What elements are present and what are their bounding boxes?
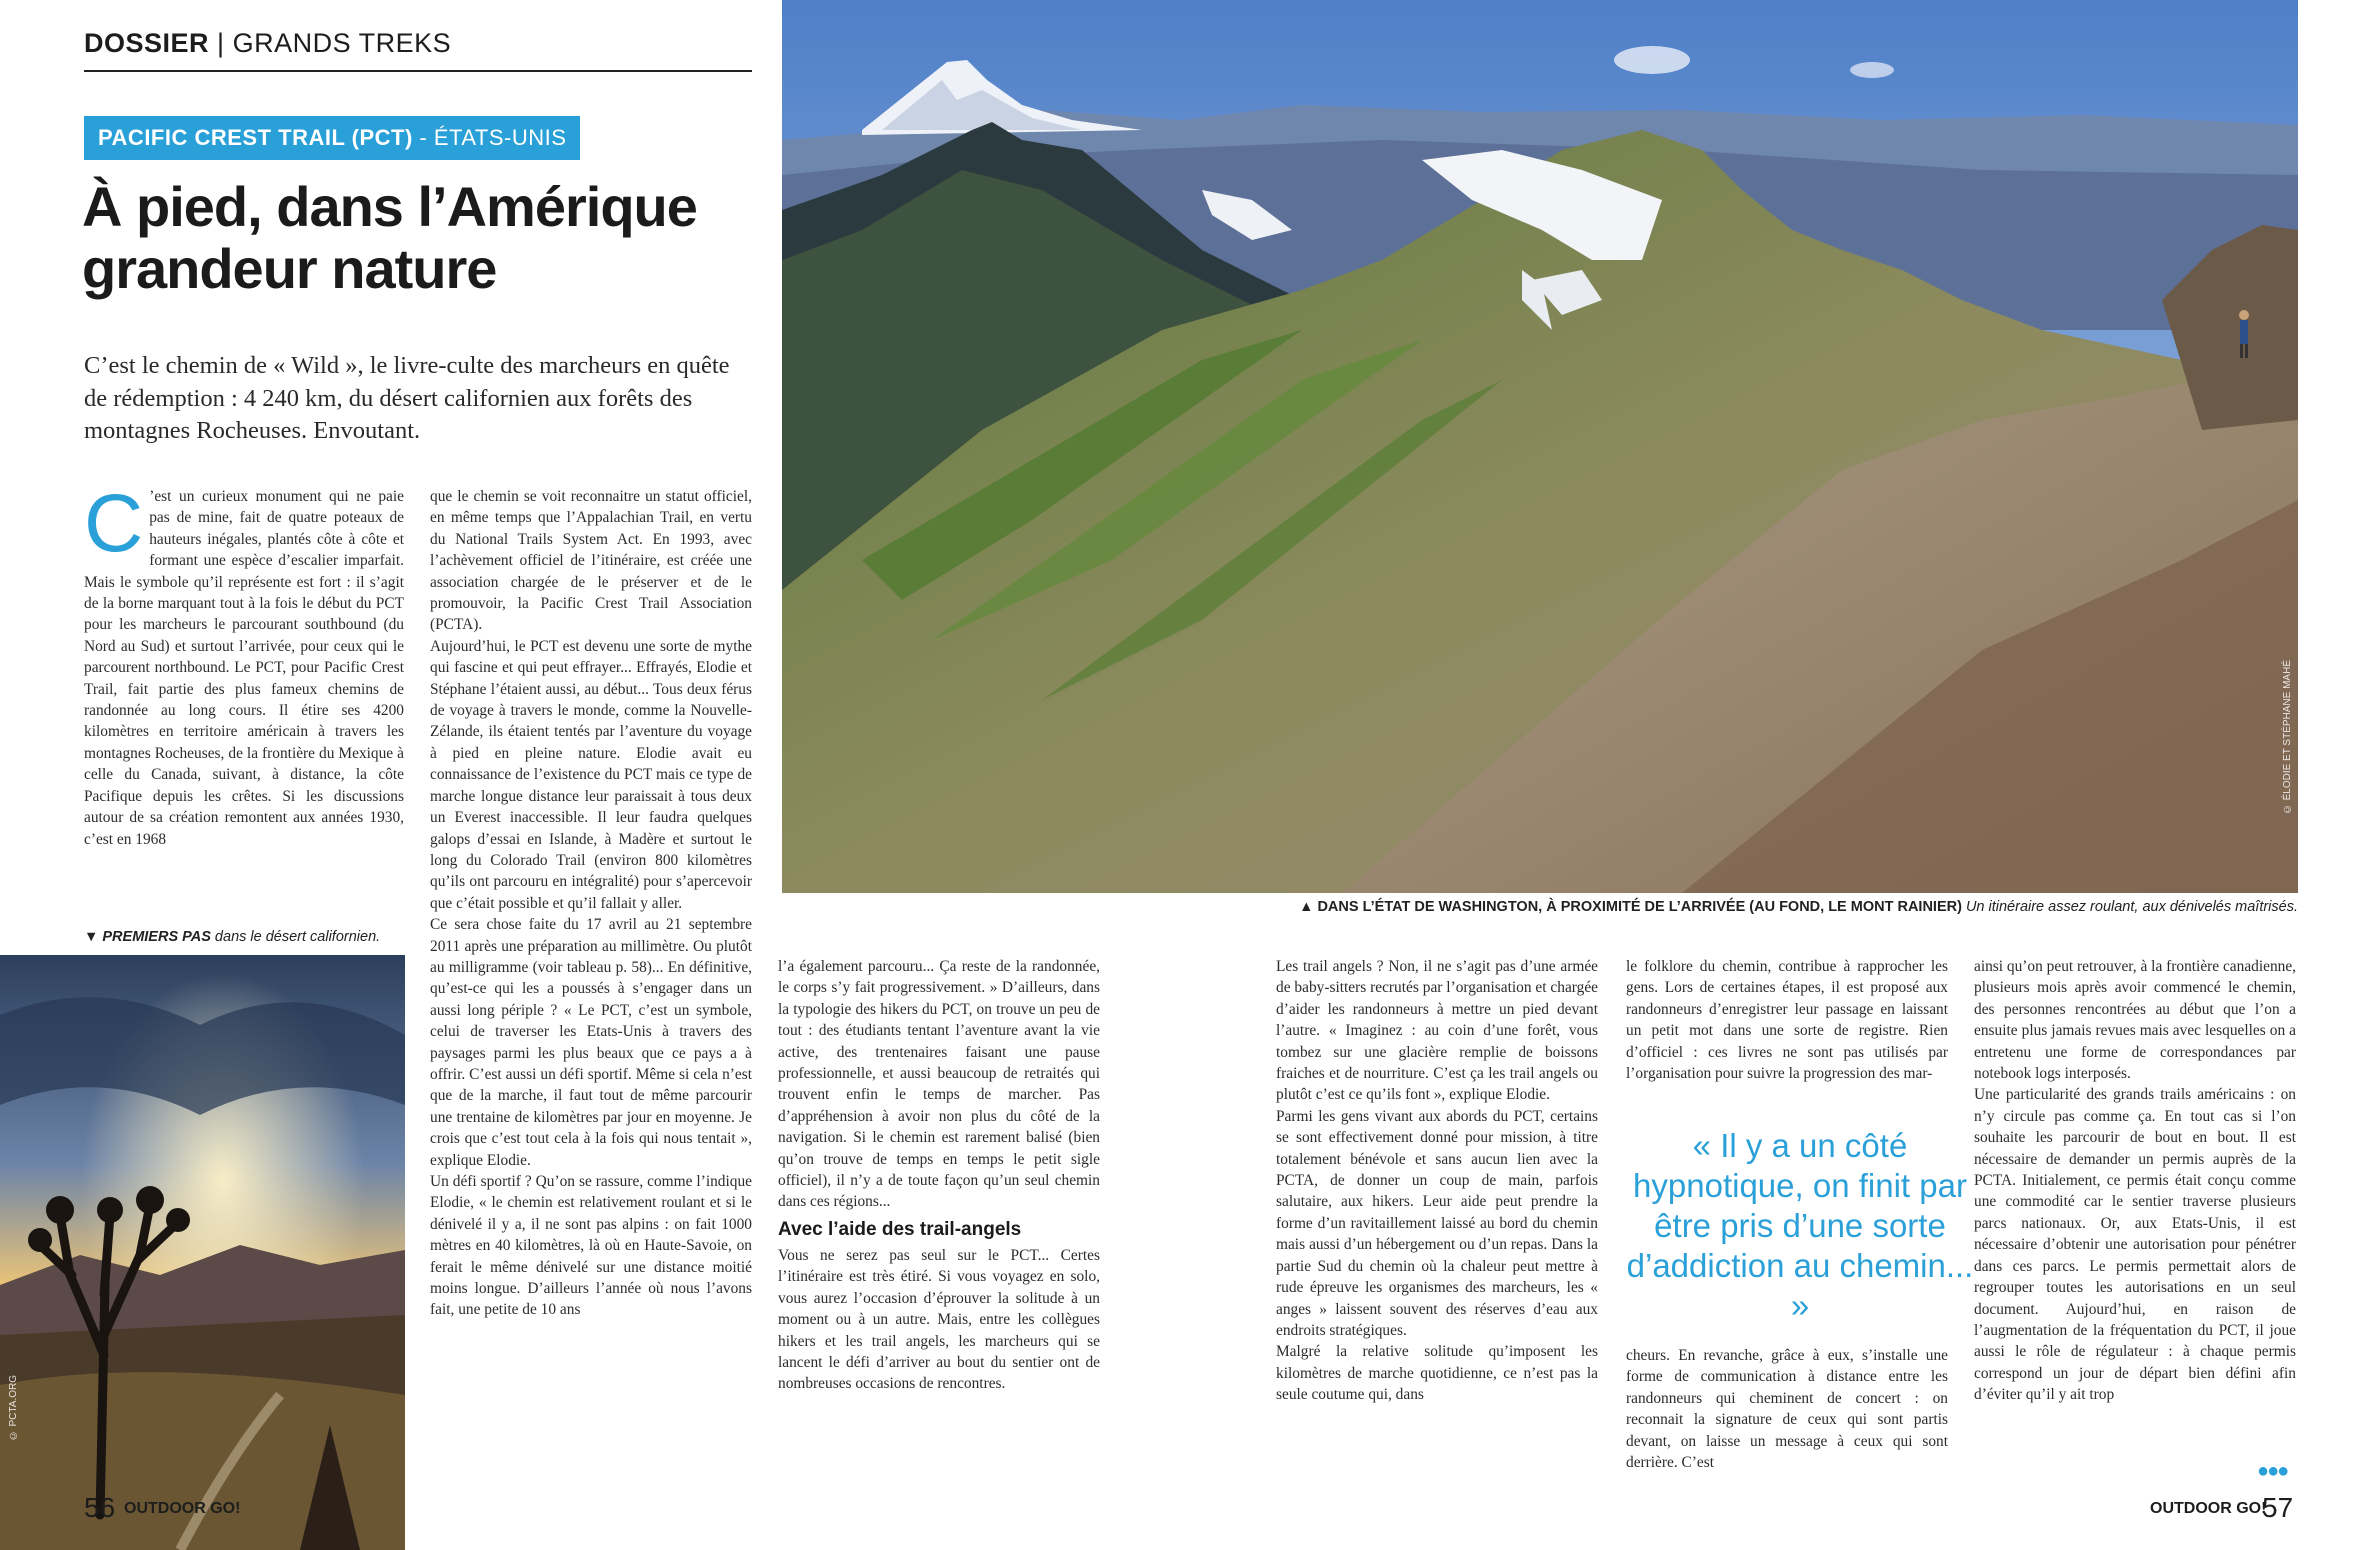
col6-p2: Une particularité des grands trails américains : on n’y circule pas comme ça. En tout cas si l’on souhaite les parcourir de bout en bout. Il est nécessaire de demander un permis auprès de la PCTA. Initialement, ce permis était conçu comme une commodité car le sentier traverse plusieurs parcs nationaux. Or, aux Etats-Unis, il est nécessaire d’obtenir une autorisation pour pénétrer dans ces parcs. Le permis permettait alors de regrouper toutes les autorisations en un seul document. Aujourd’hui, en raison de l’augmentation de la fréquentation du PCT, il joue aussi le rôle de régulateur : à chaque permis correspond un jour de départ bien défini afin d’éviter qu’il y ait trop [1974, 1086, 2296, 1404]
magazine-name-right: OUTDOOR GO! [2150, 1500, 2267, 1517]
headline-line-1: À pied, dans l’Amérique [82, 175, 697, 238]
col4-p2: Parmi les gens vivant aux abords du PCT, certains se sont effectivement donné pour mission, à titre totalement bénévole et sans aucun lien avec la PCTA, de donner un coup de main, parfois salutaire, aux hikers. Leur aide peut prendre la forme d’un ravitaillement laissé au bord du chemin mais aussi d’un hébergement ou d’un repas. Dans la partie Sud du chemin où la chaleur peut mettre à rude épreuve les organismes des marcheurs, les « anges » laissent souvent des réserves d’eau aux endroits stratégiques. [1276, 1107, 1598, 1339]
col4-p1: Les trail angels ? Non, il ne s’agit pas d’une armée de baby-sitters recrutés par l’organisation et chargée d’aider les randonneurs à mettre un pied devant l’autre. « Imaginez : au coin d’une forêt, vous tombez sur une glacière remplie de boissons fraiches et de nourriture. C’est ça les trail angels ou plutôt c’est ce qu’ils font », explique Elodie. [1276, 958, 1598, 1104]
continue-dots-icon: ●●● [2257, 1460, 2288, 1482]
body-column-6 [1974, 956, 2296, 1406]
col3-p1: l’a également parcouru... Ça reste de la randonnée, le corps s’y fait progressivement. » D’ailleurs, dans la typologie des hikers du PCT, on trouve un peu de tout : des étudiants tentant l’aventure avant la vie active, des trentenaires faisant une pause professionnelle, et aussi beaucoup de retraités qui trouvent enfin le temps de marcher. Pas d’appréhension à avoir non plus du côté de la navigation. Si le chemin est rarement balisé (bien qu’on trouve de temps en temps le petit sigle officiel), il n’y a de toute façon qu’un seul chemin dans ces régions... [778, 958, 1100, 1211]
col3-p2: Vous ne serez pas seul sur le PCT... Certes l’itinéraire est très étiré. Si vous voyagez en solo, vous aurez l’occasion d’éprouver la solitude à un moment ou à un autre. Mais, entre les collègues hikers et les trail angels, les marcheurs qui se lancent le défi d’arriver au bout du sentier ont de nombreuses occasions de rencontres. [778, 1246, 1100, 1393]
col6-p1: ainsi qu’on peut retrouver, à la frontière canadienne, plusieurs mois après avoir commencé le chemin, des personnes rencontrées au début que l’on a ensuite plus jamais revues mais avec lesquelles on a entretenu une forme de correspondances par notebook logs interposés. [1974, 958, 2297, 1083]
body-column-4 [1276, 956, 1598, 1406]
col2-p4: Un défi sportif ? Qu’on se rassure, comme l’indique Elodie, « le chemin est relativement roulant et si le dénivelé il y a, il ne sont pas alpins : on fait 1000 mètres en 40 kilomètres, là où en Haute-Savoie, on ferait le même dénivelé sur une distance moitié moins longue. D’ailleurs l’année où nous l’avons fait, une petite de 10 ans [430, 1173, 752, 1319]
trail-country: - ÉTATS-UNIS [419, 125, 567, 150]
page-number-left: 56 [84, 1492, 116, 1523]
magazine-name-left: OUTDOOR GO! [124, 1500, 241, 1517]
section-header [84, 28, 451, 59]
trail-tag [84, 116, 580, 160]
col2-p3: Ce sera chose faite du 17 avril au 21 septembre 2011 après une préparation au millimètre. Ou plutôt au milligramme (voir tableau p. 58)... En définitive, qu’est-ce qui les a poussés à s’engager dans un aussi long périple ? « Le PCT, c’est un symbole, celui de traverser les Etats-Unis à travers des paysages parmi les plus beaux que ce pays a à offrir. C’est aussi un défi sportif. Même si cela n’est que de la marche, il faut tout de même parcourir une trentaine de kilomètres par jour en moyenne. Je crois que c’est tout cela à la fois qui nous tentait », explique Elodie. [430, 916, 752, 1169]
standfirst: C’est le chemin de « Wild », le livre-culte des marcheurs en quête de rédemption : 4 240 km, du désert californien aux forêts des montagnes Rocheuses. Envoutant. [84, 352, 730, 444]
col4-p3: Malgré la relative solitude qu’imposent les kilomètres de marche quotidienne, ce n’est pas la seule coutume qui, dans [1276, 1343, 1598, 1404]
body-column-5-bottom [1626, 1345, 1948, 1473]
col2-p1: que le chemin se voit reconnaitre un statut officiel, en même temps que l’Appalachian Trail, en vertu du National Trails System Act. En 1993, avec l’achèvement officiel de l’itinéraire, est créée une association chargée de le préserver et de le promouvoir, la Pacific Crest Trail Association (PCTA). [430, 488, 752, 634]
caption-down-triangle-icon: ▼ [84, 929, 103, 945]
caption-triangle-icon: ▲ [1299, 899, 1318, 915]
caption-main-rest: Un itinéraire assez roulant, aux dénivelés maîtrisés. [1961, 899, 2298, 915]
mountain-photo [782, 0, 2298, 893]
desert-photo-credit: © PCTA.ORG [8, 1375, 19, 1441]
desert-photo [0, 955, 405, 1550]
body-column-2 [430, 486, 752, 1321]
caption-main-bold: DANS L’ÉTAT DE WASHINGTON, À PROXIMITÉ DE L’ARRIVÉE (AU FOND, LE MONT RAINIER) [1317, 899, 1962, 915]
col5-p2: cheurs. En revanche, grâce à eux, s’installe une forme de communication à distance entre les randonneurs qui cheminent de concert : on reconnait la signature de ceux qui sont partis devant, on laisse un message à ceux qui sont derrière. C’est [1626, 1347, 1948, 1472]
headline-line-2: grandeur nature [82, 237, 497, 300]
col2-p2: Aujourd’hui, le PCT est devenu une sorte de mythe qui fascine et qui peut effrayer... Effrayés, Elodie et Stéphane l’étaient aussi, au début... Tous deux férus de voyage à travers le monde, comme la Nouvelle-Zélande, ils étaient tentés par l’aventure du voyage à pied en pleine nature. Elodie avait eu connaissance de l’existence du PCT mais ce type de marche longue distance leur paraissait à tous deux un Everest inaccessible. Il leur faudra quelques galops d’essai en Islande, à Madère et surtout le long du Colorado Trail (environ 800 kilomètres qu’ils ont parcouru en intégralité) pour s’apercevoir que c’était possible et qu’il fallait y aller. [430, 637, 752, 912]
main-photo-caption [1295, 899, 2298, 915]
section-label: DOSSIER [84, 28, 210, 58]
section-separator: | [217, 28, 225, 58]
body-column-1 [84, 478, 404, 850]
main-photo-credit: © ÉLODIE ET STÉPHANE MAHÉ [2282, 660, 2293, 815]
desert-photo-caption [84, 929, 380, 945]
col1-text: ’est un curieux monument qui ne paie pas de mine, fait de quatre poteaux de hauteurs inégales, plantés côte à côte et formant une espèce d’escalier imparfait. Mais le symbole qu’il représente est fort : il s’agit de la borne marquant tout à la fois le début du PCT pour les marcheurs le parcourant southbound (du Nord au Sud) et surtout l’arrivée, pour ceux qui le parcourent northbound. Le PCT, pour Pacific Crest Trail, fait partie des plus fameux chemins de randonnée au long cours. Il étire ses 4200 kilomètres en territoire américain à travers les montagnes Rocheuses, de la frontière du Mexique à celle du Canada, suivant, à distance, la côte Pacifique depuis les crêtes. Si les discussions autour de sa création remontent aux années 1930, c’est en 1968 [84, 488, 404, 848]
dropcap: C [84, 478, 144, 569]
trail-name: PACIFIC CREST TRAIL (PCT) [98, 125, 413, 150]
body-column-5-top [1626, 956, 1948, 1084]
headline [82, 176, 762, 300]
col5-p1: le folklore du chemin, contribue à rapprocher les gens. Lors de certaines étapes, il est proposé aux randonneurs d’enregistrer leur passage en laissant un petit mot dans une sorte de registre. Rien d’officiel : ces livres ne sont pas utilisés par l’organisation pour suivre la progression des mar- [1626, 958, 1948, 1083]
header-rule [84, 70, 752, 72]
body-column-3 [778, 956, 1100, 1395]
caption-desert-rest: dans le désert californien. [210, 929, 381, 945]
page-number-right: 57 [2262, 1492, 2294, 1523]
caption-desert-bold: PREMIERS PAS [102, 929, 211, 945]
subsection-label: GRANDS TREKS [232, 28, 452, 58]
pull-quote: « Il y a un côté hypnotique, on finit par être pris d’une sorte d’addiction au chemin... » [1626, 1127, 1974, 1324]
subhead-trail-angels: Avec l’aide des trail-angels [778, 1218, 1022, 1240]
